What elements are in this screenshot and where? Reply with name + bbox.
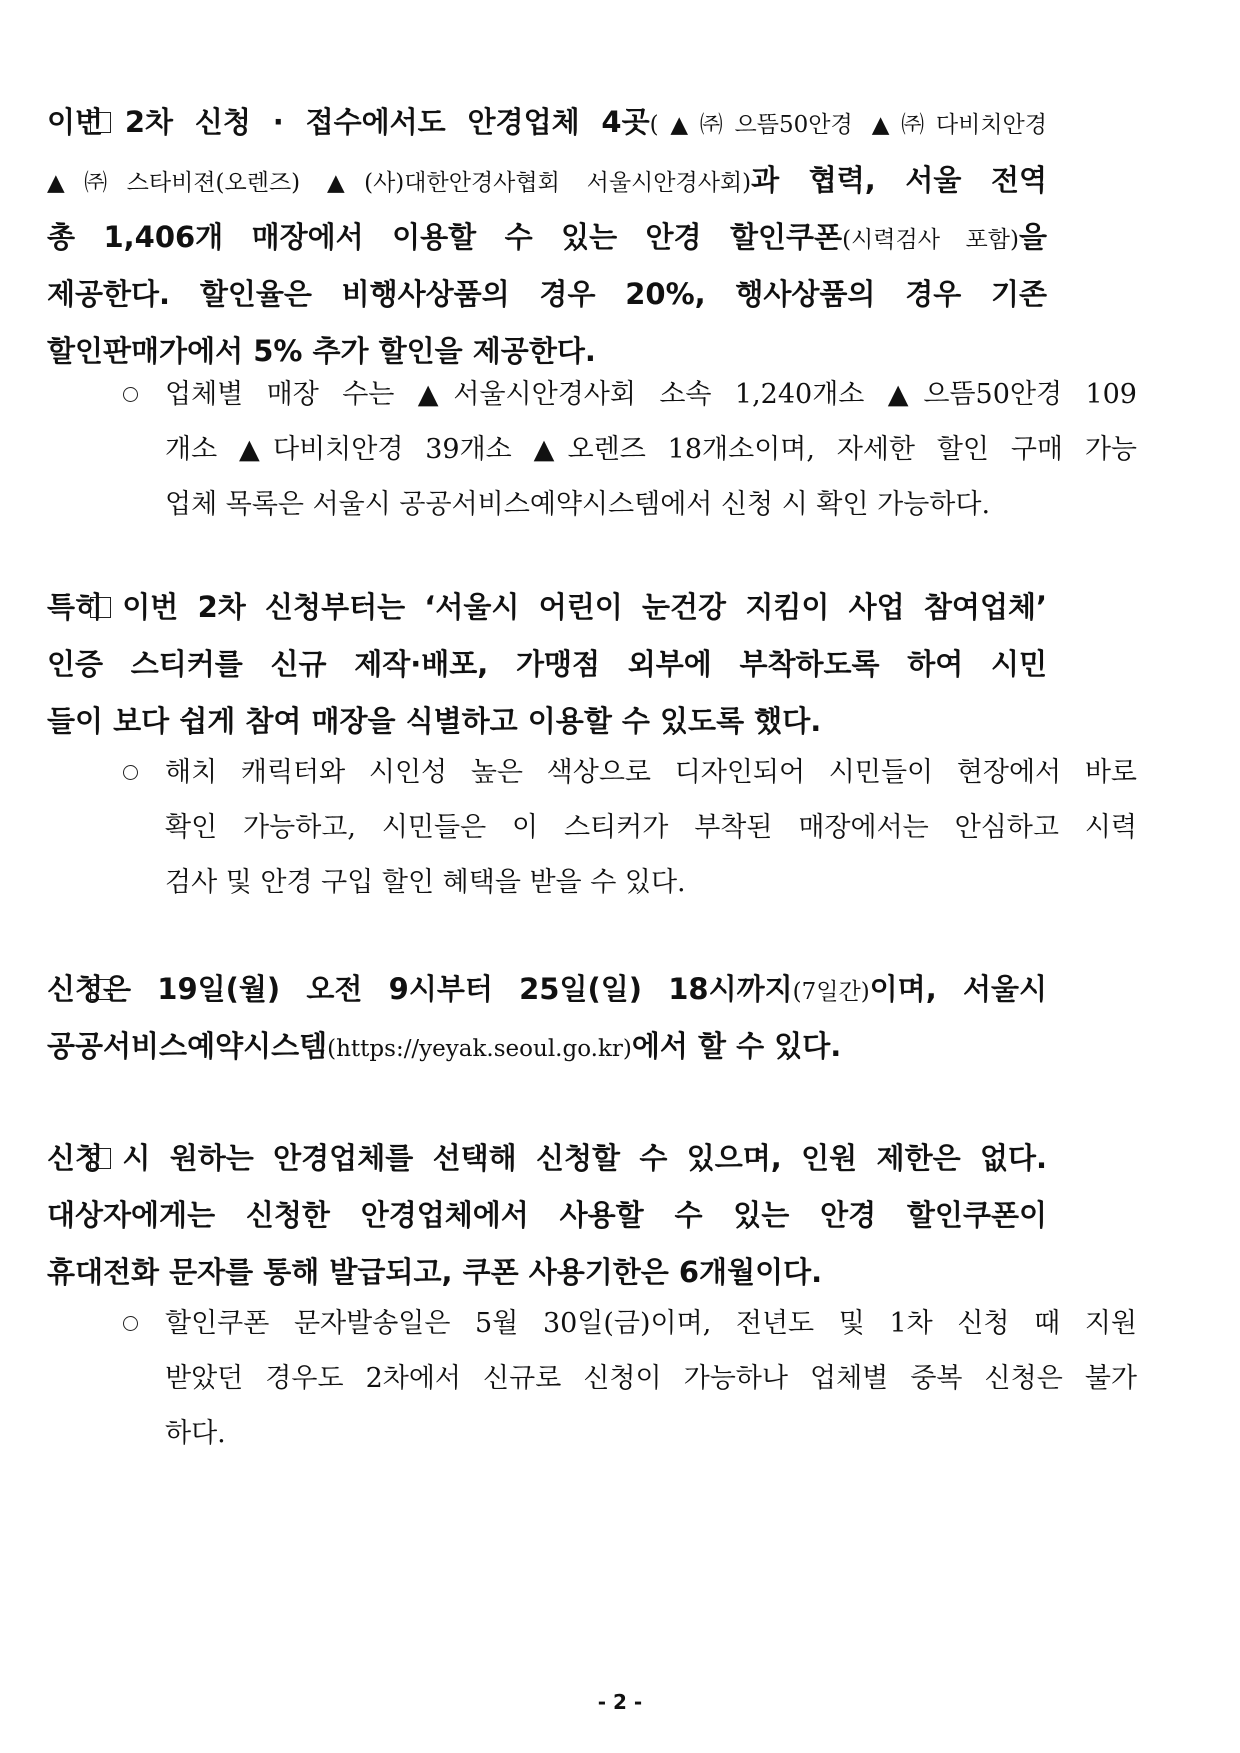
bold-text: 이며, 서울시 — [869, 972, 1047, 1006]
bold-text: 대상자에게는 신청한 안경업체에서 사용할 수 있는 안경 할인쿠폰이 — [47, 1198, 1047, 1232]
bold-text: 인증 스티커를 신규 제작·배포, 가맹점 외부에 부착하도록 하여 시민 — [47, 647, 1047, 681]
small-text: (7일간) — [792, 979, 870, 1005]
bold-text: 신청 시 원하는 안경업체를 선택해 신청할 수 있으며, 인원 제한은 없다. — [47, 1141, 1047, 1175]
section-4-line-2 — [47, 1195, 1047, 1235]
section-1-sub-line-3: 업체 목록은 서울시 공공서비스예약시스템에서 신청 시 확인 가능하다. — [165, 489, 991, 520]
section-1-line-2 — [47, 160, 1047, 200]
small-text: (▲㈜으뜸50안경 ▲㈜다비치안경 — [649, 112, 1047, 138]
section-2-sub-line-2: 확인 가능하고, 시민들은 이 스티커가 부착된 매장에서는 안심하고 시력 — [165, 812, 1137, 843]
bold-text: 할인판매가에서 5% 추가 할인을 제공한다. — [47, 334, 596, 368]
small-text: (https://yeyak.seoul.go.kr) — [327, 1036, 632, 1062]
section-3-line-1 — [47, 969, 1047, 1009]
bold-text: 제공한다. 할인율은 비행사상품의 경우 20%, 행사상품의 경우 기존 — [47, 277, 1047, 311]
section-1-sub-bullet — [123, 387, 138, 402]
bold-text: 과 협력, 서울 전역 — [751, 163, 1047, 197]
section-4-sub-line-3: 하다. — [165, 1418, 226, 1449]
section-2-line-2 — [47, 644, 1047, 684]
small-text: (시력검사 포함) — [842, 227, 1019, 253]
section-1-line-3 — [47, 217, 1047, 257]
section-1-line-1 — [47, 102, 1047, 142]
section-1-sub-line-1: 업체별 매장 수는 ▲서울시안경사회 소속 1,240개소 ▲으뜸50안경 109 — [165, 379, 1137, 410]
bold-text: 에서 할 수 있다. — [631, 1029, 842, 1063]
section-4-sub-line-1: 할인쿠폰 문자발송일은 5월 30일(금)이며, 전년도 및 1차 신청 때 지원 — [165, 1308, 1137, 1339]
section-2-sub-bullet — [123, 765, 138, 780]
section-1-line-5 — [47, 331, 1047, 371]
section-1-line-4 — [47, 274, 1047, 314]
page-number: - 2 - — [597, 1690, 643, 1714]
bold-text: 총 1,406개 매장에서 이용할 수 있는 안경 할인쿠폰 — [47, 220, 843, 254]
bold-text: 들이 보다 쉽게 참여 매장을 식별하고 이용할 수 있도록 했다. — [47, 704, 822, 738]
section-4-sub-line-2: 받았던 경우도 2차에서 신규로 신청이 가능하나 업체별 중복 신청은 불가 — [165, 1363, 1137, 1394]
section-4-line-3 — [47, 1252, 1047, 1292]
section-2-sub-line-3: 검사 및 안경 구입 할인 혜택을 받을 수 있다. — [165, 867, 686, 898]
bold-text: 신청은 19일(월) 오전 9시부터 25일(일) 18시까지 — [47, 972, 793, 1006]
small-text: ▲㈜스타비젼(오렌즈) ▲(사)대한안경사협회 서울시안경사회) — [47, 170, 752, 196]
section-4-line-1 — [47, 1138, 1047, 1178]
section-4-sub-bullet — [123, 1316, 138, 1331]
bold-text: 특히 이번 2차 신청부터는 ‘서울시 어린이 눈건강 지킴이 사업 참여업체’ — [47, 590, 1047, 624]
bold-text: 공공서비스예약시스템 — [47, 1029, 328, 1063]
bold-text: 을 — [1018, 220, 1047, 254]
section-3-line-2 — [47, 1026, 1047, 1066]
bold-text: 휴대전화 문자를 통해 발급되고, 쿠폰 사용기한은 6개월이다. — [47, 1255, 823, 1289]
bold-text: 이번 2차 신청 · 접수에서도 안경업체 4곳 — [47, 105, 650, 139]
section-2-line-3 — [47, 701, 1047, 741]
section-2-sub-line-1: 해치 캐릭터와 시인성 높은 색상으로 디자인되어 시민들이 현장에서 바로 — [165, 757, 1137, 788]
section-2-line-1 — [47, 587, 1047, 627]
section-1-sub-line-2: 개소 ▲다비치안경 39개소 ▲오렌즈 18개소이며, 자세한 할인 구매 가능 — [165, 434, 1137, 465]
